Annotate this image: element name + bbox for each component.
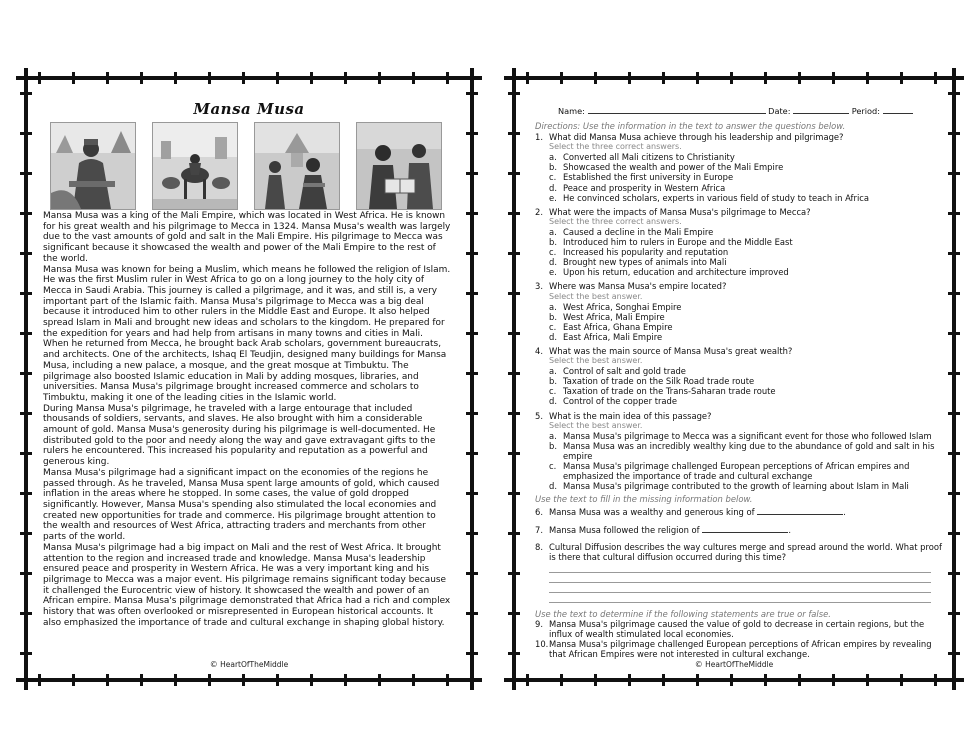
bamboo-segment (20, 612, 32, 615)
option-text: Upon his return, education and architecture improved (563, 267, 789, 278)
bamboo-segment (140, 72, 143, 84)
bamboo-segment (662, 674, 665, 686)
option-letter: d. (549, 396, 557, 407)
bamboo-segment (412, 72, 415, 84)
bamboo-segment (38, 72, 41, 84)
option-text: Mansa Musa was an incredibly wealthy king due to the abundance of gold and salt in his empire (563, 440, 935, 461)
bamboo-segment (504, 76, 964, 80)
answer-option[interactable] (549, 332, 945, 342)
bamboo-segment (466, 572, 478, 575)
questions-block (535, 121, 945, 659)
fill-blank[interactable] (702, 532, 788, 533)
bamboo-segment (466, 252, 478, 255)
answer-option[interactable] (549, 193, 945, 203)
bamboo-segment (446, 72, 449, 84)
open-question (535, 542, 945, 603)
bamboo-segment (508, 612, 520, 615)
bamboo-segment (696, 674, 699, 686)
bamboo-segment (20, 172, 32, 175)
bamboo-segment (466, 212, 478, 215)
article-body (43, 211, 451, 628)
answer-option[interactable] (549, 267, 945, 277)
question-hint: Select the three correct answers. (549, 142, 682, 152)
true-false-question (535, 639, 945, 659)
bamboo-segment (866, 674, 869, 686)
answer-option[interactable] (549, 227, 945, 237)
option-text: He convinced scholars, experts in various field of study to teach in Africa (563, 192, 870, 203)
bamboo-segment (508, 332, 520, 335)
page-title: Mansa Musa (193, 100, 305, 118)
true-false-question (535, 619, 945, 639)
bamboo-segment (466, 292, 478, 295)
bamboo-segment (466, 532, 478, 535)
bamboo-segment (866, 72, 869, 84)
question-text: Mansa Musa was a wealthy and generous king of . (549, 507, 846, 518)
answer-option[interactable] (549, 376, 945, 386)
answer-line[interactable] (549, 563, 931, 573)
bamboo-segment (106, 674, 109, 686)
question-hint: Select the best answer. (549, 356, 643, 366)
bamboo-segment (508, 492, 520, 495)
question-number: 3. (535, 281, 543, 292)
bamboo-segment (948, 612, 960, 615)
bamboo-segment (20, 332, 32, 335)
bamboo-segment (948, 532, 960, 535)
question-text: Mansa Musa followed the religion of . (549, 525, 791, 536)
option-text: East Africa, Mali Empire (563, 331, 663, 342)
bamboo-segment (20, 412, 32, 415)
answer-option[interactable] (549, 257, 945, 267)
answer-option[interactable] (549, 162, 945, 172)
bamboo-segment (466, 172, 478, 175)
bamboo-segment (948, 332, 960, 335)
option-letter: c. (549, 321, 557, 332)
bamboo-segment (20, 572, 32, 575)
question-number: 2. (535, 206, 543, 217)
bamboo-segment (412, 674, 415, 686)
answer-line[interactable] (549, 573, 931, 583)
answer-option[interactable] (549, 441, 945, 461)
bamboo-segment (948, 292, 960, 295)
option-text: Converted all Mali citizens to Christianity (563, 152, 735, 163)
answer-option[interactable] (549, 183, 945, 193)
credit-text: HeartOfTheMiddle (705, 660, 774, 669)
bamboo-segment (948, 132, 960, 135)
bamboo-segment (466, 612, 478, 615)
bamboo-segment (106, 72, 109, 84)
question-text: What was the main source of Mansa Musa's great wealth? (549, 345, 793, 356)
bamboo-segment (20, 212, 32, 215)
credit-text: HeartOfTheMiddle (220, 660, 289, 669)
bamboo-segment (310, 674, 313, 686)
photo-camel-caravan-icon (152, 122, 238, 210)
option-text: West Africa, Songhai Empire (563, 301, 682, 312)
answer-option[interactable] (549, 302, 945, 312)
copyright-symbol: © (694, 660, 703, 669)
option-text: Introduced him to rulers in Europe and the Middle East (563, 237, 793, 248)
bamboo-segment (508, 652, 520, 655)
answer-line[interactable] (549, 593, 931, 603)
bamboo-segment (948, 452, 960, 455)
option-text: Control of the copper trade (563, 396, 678, 407)
option-letter: c. (549, 247, 557, 258)
bamboo-segment (560, 72, 563, 84)
answer-option[interactable] (549, 322, 945, 332)
bamboo-segment (140, 674, 143, 686)
option-letter: c. (549, 461, 557, 471)
directions-text: Directions: Use the information in the text to answer the questions below. (535, 121, 846, 131)
question (535, 281, 945, 342)
bamboo-segment (466, 92, 478, 95)
photo-king-with-crowd-icon (254, 122, 340, 210)
answer-option[interactable] (549, 386, 945, 396)
answer-option[interactable] (549, 431, 945, 441)
option-text: Peace and prosperity in Western Africa (563, 182, 726, 193)
answer-option[interactable] (549, 152, 945, 162)
question-hint: Select the best answer. (549, 291, 643, 301)
bamboo-segment (466, 492, 478, 495)
bamboo-segment (798, 72, 801, 84)
question-text: Mansa Musa's pilgrimage caused the value of gold to decrease in certain regions, but the influx of wealth stimulated local economies. (549, 618, 925, 639)
option-letter: b. (549, 237, 557, 248)
option-letter: a. (549, 152, 557, 163)
photo-strip (50, 122, 440, 208)
bamboo-segment (174, 674, 177, 686)
worksheet-page (508, 72, 960, 686)
option-text: Brought new types of animals into Mali (563, 257, 727, 268)
bamboo-segment (948, 372, 960, 375)
bamboo-segment (466, 452, 478, 455)
bamboo-segment (466, 332, 478, 335)
bamboo-segment (378, 72, 381, 84)
bamboo-segment (508, 252, 520, 255)
question-number: 6. (535, 507, 543, 518)
question-text: Mansa Musa's pilgrimage challenged European perceptions of African empires by revealing that African Empires were not interested in cultural exchange. (549, 639, 932, 660)
bamboo-segment (20, 452, 32, 455)
bamboo-segment (832, 72, 835, 84)
bamboo-segment (466, 412, 478, 415)
date-label: Date: (768, 106, 791, 116)
answer-option[interactable] (549, 481, 945, 491)
question-number: 5. (535, 410, 543, 421)
bamboo-segment (20, 292, 32, 295)
option-text: Established the first university in Europe (563, 172, 734, 183)
bamboo-segment (560, 674, 563, 686)
bamboo-segment (378, 674, 381, 686)
photo-scholars-reading-icon (356, 122, 442, 210)
bamboo-segment (466, 652, 478, 655)
bamboo-segment (20, 532, 32, 535)
question-text: What were the impacts of Mansa Musa's pilgrimage to Mecca? (549, 206, 811, 217)
bamboo-segment (948, 92, 960, 95)
answer-option[interactable] (549, 366, 945, 376)
bamboo-segment (508, 412, 520, 415)
article-paragraph: During Mansa Musa's pilgrimage, he traveled with a large entourage that included thousands of soldiers, servants, and slaves. He also brought with him a considerable amount of gold. Mansa Musa's generosity during his pilgrimage is well-documented. He distributed gold to the poor and needy along the way and gave extravagant gifts to the rulers he encountered. This increased his popularity and reputation as a powerful and generous king. (43, 403, 436, 468)
answer-option[interactable] (549, 396, 945, 406)
copyright-credit (20, 660, 478, 669)
bamboo-segment (948, 252, 960, 255)
bamboo-segment (208, 72, 211, 84)
option-text: West Africa, Mali Empire (563, 311, 665, 322)
bamboo-segment (764, 674, 767, 686)
bamboo-segment (310, 72, 313, 84)
bamboo-segment (276, 72, 279, 84)
bamboo-segment (696, 72, 699, 84)
directions-text: Use the text to fill in the missing information below. (535, 494, 753, 505)
bamboo-segment (948, 172, 960, 175)
bamboo-segment (508, 92, 520, 95)
option-text: East Africa, Ghana Empire (563, 321, 673, 332)
bamboo-segment (20, 92, 32, 95)
option-letter: d. (549, 331, 557, 342)
option-text: Control of salt and gold trade (563, 366, 686, 377)
period-field[interactable] (883, 113, 913, 114)
option-text: Taxation of trade on the Silk Road trade route (563, 376, 755, 387)
bamboo-segment (832, 674, 835, 686)
fill-in-question (535, 525, 945, 535)
option-letter: b. (549, 440, 557, 451)
option-letter: b. (549, 376, 557, 387)
bamboo-segment (662, 72, 665, 84)
option-letter: c. (549, 386, 557, 397)
bamboo-segment (20, 132, 32, 135)
answer-option[interactable] (549, 312, 945, 322)
question-number: 10. (535, 639, 549, 650)
date-field[interactable] (793, 113, 849, 114)
option-text: Increased his popularity and reputation (563, 247, 729, 258)
option-letter: a. (549, 226, 557, 237)
copyright-credit (508, 660, 960, 669)
question (535, 132, 945, 203)
bamboo-segment (526, 674, 529, 686)
bamboo-segment (628, 674, 631, 686)
bamboo-segment (594, 72, 597, 84)
question-number: 9. (535, 618, 543, 629)
bamboo-segment (20, 492, 32, 495)
bamboo-segment (948, 492, 960, 495)
question (535, 346, 945, 407)
option-letter: d. (549, 481, 557, 492)
question-text: What is the main idea of this passage? (549, 410, 712, 421)
directions-text: Use the text to determine if the following statements are true or false. (535, 608, 831, 619)
bamboo-segment (508, 372, 520, 375)
period-label: Period: (851, 106, 880, 116)
bamboo-segment (526, 72, 529, 84)
bamboo-segment (508, 132, 520, 135)
option-text: Taxation of trade on the Trans-Saharan trade route (563, 386, 776, 397)
student-info-line (558, 106, 958, 116)
name-field[interactable] (588, 113, 766, 114)
bamboo-segment (20, 252, 32, 255)
bamboo-segment (948, 652, 960, 655)
option-letter: e. (549, 192, 557, 203)
option-letter: c. (549, 172, 557, 183)
question-text: Cultural Diffusion describes the way cultures merge and spread around the world. What proof is there that cultural diffusion occurred during this time? (549, 541, 942, 562)
answer-option[interactable] (549, 172, 945, 182)
answer-line[interactable] (549, 583, 931, 593)
bamboo-segment (38, 674, 41, 686)
fill-blank[interactable] (757, 514, 843, 515)
bamboo-segment (20, 372, 32, 375)
bamboo-segment (174, 72, 177, 84)
bamboo-segment (24, 68, 28, 690)
option-text: Mansa Musa's pilgrimage contributed to the growth of learning about Islam in Mali (563, 481, 909, 492)
bamboo-segment (508, 172, 520, 175)
bamboo-segment (466, 132, 478, 135)
article-paragraph: Mansa Musa was a king of the Mali Empire, which was located in West Africa. He is known for his great wealth and his pilgrimage to Mecca in 1324. Mansa Musa's wealth was largely due to the vast amounts of gold and salt in the Mali Empire. His pilgrimage to Mecca was significant because it showcased the wealth and power of the Mali Empire to the rest of the world. (43, 211, 451, 264)
bamboo-segment (798, 674, 801, 686)
bamboo-segment (20, 652, 32, 655)
bamboo-segment (952, 68, 956, 690)
bamboo-segment (900, 674, 903, 686)
bamboo-segment (508, 292, 520, 295)
fill-in-question (535, 507, 945, 517)
bamboo-segment (730, 72, 733, 84)
option-letter: a. (549, 430, 557, 441)
option-letter: b. (549, 311, 557, 322)
answer-option[interactable] (549, 237, 945, 247)
bamboo-segment (508, 572, 520, 575)
question-hint: Select the three correct answers. (549, 216, 682, 226)
bamboo-segment (504, 678, 964, 682)
article-paragraph: Mansa Musa was known for being a Muslim, which means he followed the religion of Islam. He was the first Muslim ruler in West Africa to go on a long journey to the holy city of Mecca in Saudi Arabia. This journey is called a pilgrimage, and it was, and still is, a very important part of the Islamic faith. Mansa Musa's pilgrimage to Mecca was a big deal because it introduced him to other rulers in the Middle East and Europe. It also helped spread Islam in Mali and brought new ideas and scholars to the kingdom. He prepared for the expedition for years and had help from artisans in many towns and cities in Mali. When he returned from Mecca, he brought back Arab scholars, government bureaucrats, and architects. One of the architects, Ishaq El Teudjin, designed many buildings for Mansa Musa, including a new palace, a mosque, and the great mosque at Timbuktu. The pilgrimage also boosted Islamic education in Mali by adding mosques, libraries, and universities. Mansa Musa's pilgrimage brought increased commerce and scholars to Timbuktu, making it one of the leading cities in the Islamic world. (43, 264, 451, 403)
bamboo-segment (508, 212, 520, 215)
bamboo-segment (344, 72, 347, 84)
bamboo-segment (512, 68, 516, 690)
bamboo-segment (934, 72, 937, 84)
bamboo-segment (242, 674, 245, 686)
bamboo-segment (730, 674, 733, 686)
answer-option[interactable] (549, 461, 945, 481)
option-letter: a. (549, 366, 557, 377)
question-number: 8. (535, 541, 543, 552)
option-letter: d. (549, 257, 557, 268)
question-number: 4. (535, 345, 543, 356)
option-letter: b. (549, 162, 557, 173)
photo-king-seated-icon (50, 122, 136, 210)
bamboo-segment (900, 72, 903, 84)
question-number: 1. (535, 132, 543, 143)
question-hint: Select the best answer. (549, 420, 643, 430)
question (535, 207, 945, 278)
bamboo-segment (508, 532, 520, 535)
option-letter: d. (549, 182, 557, 193)
bamboo-segment (72, 674, 75, 686)
bamboo-segment (628, 72, 631, 84)
bamboo-segment (72, 72, 75, 84)
bamboo-segment (764, 72, 767, 84)
question-number: 7. (535, 525, 543, 536)
bamboo-segment (934, 674, 937, 686)
option-letter: a. (549, 301, 557, 312)
reading-page (20, 72, 478, 686)
bamboo-segment (344, 674, 347, 686)
article-paragraph: Mansa Musa's pilgrimage had a significant impact on the economies of the regions he passed through. As he traveled, Mansa Musa spent large amounts of gold, which caused inflation in the areas where he stopped. In some cases, the value of gold dropped significantly. However, Mansa Musa's spending also stimulated the local economies and created new opportunities for trade and commerce. His pilgrimage brought attention to the wealth and resources of West Africa, attracting traders and merchants from other parts of the world. (43, 467, 440, 543)
bamboo-segment (446, 674, 449, 686)
option-text: Mansa Musa's pilgrimage challenged European perceptions of African empires and emphasized the importance of trade and cultural exchange (563, 461, 910, 482)
bamboo-segment (948, 412, 960, 415)
bamboo-segment (948, 572, 960, 575)
bamboo-segment (948, 212, 960, 215)
bamboo-segment (276, 674, 279, 686)
option-text: Caused a decline in the Mali Empire (563, 226, 714, 237)
question-text: Where was Mansa Musa's empire located? (549, 281, 727, 292)
bamboo-segment (208, 674, 211, 686)
article-paragraph: Mansa Musa's pilgrimage had a big impact on Mali and the rest of West Africa. It brought attention to the region and increased trade and knowledge. Mansa Musa's leadership ensured peace and prosperity in Western Africa. He was a very important king and his pilgrimage to Mecca was a major event. His pilgrimage remains significant today because it challenged the Eurocentric view of history. It showcased the wealth and power of an African empire. Mansa Musa's pilgrimage demonstrated that Africa had a rich and complex history that was often overlooked or misrepresented in European historical accounts. It also emphasized the importance of trade and cultural exchange in shaping global history. (43, 542, 451, 628)
question (535, 411, 945, 492)
option-text: Mansa Musa's pilgrimage to Mecca was a significant event for those who followed Islam (563, 430, 932, 441)
option-text: Showcased the wealth and power of the Mali Empire (563, 162, 784, 173)
bamboo-segment (470, 68, 474, 690)
answer-option[interactable] (549, 247, 945, 257)
question-text: What did Mansa Musa achieve through his leadership and pilgrimage? (549, 132, 844, 143)
bamboo-segment (466, 372, 478, 375)
option-letter: e. (549, 267, 557, 278)
question-text-span: Mansa Musa followed the religion of (549, 525, 700, 536)
bamboo-segment (508, 452, 520, 455)
name-label: Name: (558, 106, 585, 116)
bamboo-segment (242, 72, 245, 84)
bamboo-segment (594, 674, 597, 686)
question-text-span: Mansa Musa was a wealthy and generous king of (549, 507, 755, 518)
copyright-symbol: © (209, 660, 218, 669)
